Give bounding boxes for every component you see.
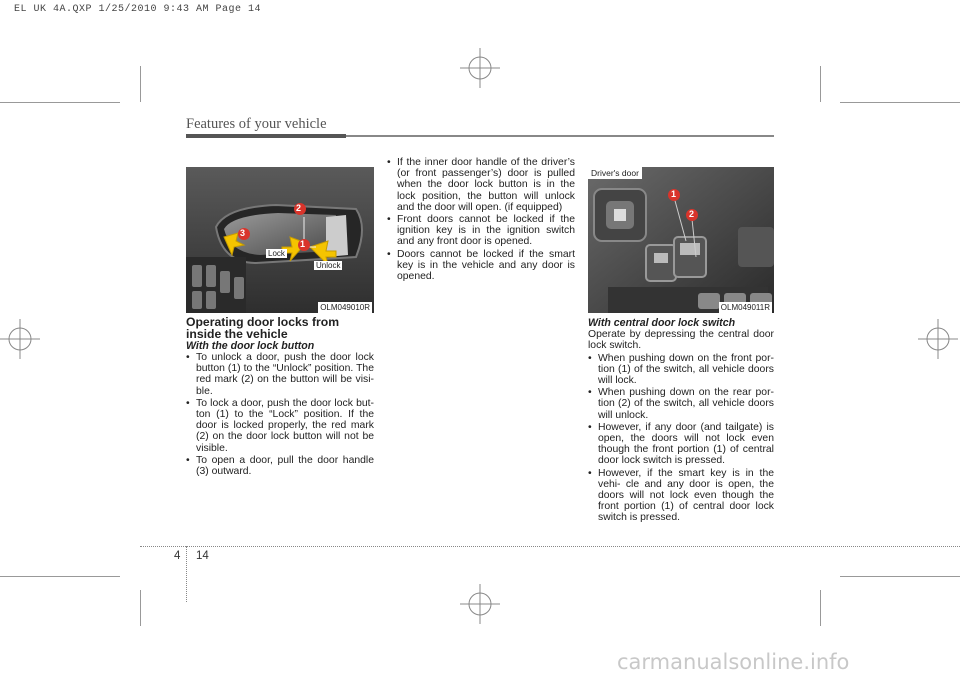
title-rule [346, 135, 774, 137]
door-handle-photo [186, 167, 374, 313]
callout-3: 3 [240, 228, 246, 238]
list-item: • Doors cannot be locked if the smart key is in the vehicle and any door is opened. [387, 249, 575, 283]
crop-mark [820, 66, 821, 102]
crop-mark [140, 590, 141, 626]
list-item: • When pushing down on the front por- tion (1) of the switch, all vehicle doors will lock. [588, 353, 774, 387]
list-item: • Front doors cannot be locked if the ignition key is in the ignition switch and any front door is opened. [387, 214, 575, 248]
list-item: • If the inner door handle of the driver’s (or front passenger’s) door is pulled when the door lock button is in the lock position, the button will unlock and the door will open. (if equipped) [387, 157, 575, 213]
list-item: • To lock a door, push the door lock but- ton (1) to the “Lock” position. If the door is locked properly, the red mark (2) on the door lock button will not be visible. [186, 398, 374, 454]
crop-mark [820, 590, 821, 626]
list-item: • However, if any door (and tailgate) is open, the doors will not lock even though the front portion (1) of central door lock switch is pressed. [588, 422, 774, 467]
footer-rule [140, 546, 960, 547]
column-right [588, 318, 774, 525]
title-rule [186, 134, 346, 138]
callout-1: 1 [300, 239, 306, 249]
column-left [186, 316, 374, 478]
registration-mark-icon [460, 48, 500, 88]
page-number: 14 [196, 550, 209, 562]
intro-paragraph: Operate by depressing the central door lock switch. [588, 329, 774, 352]
subheading: With central door lock switch [588, 317, 736, 329]
callout-2: 2 [296, 203, 302, 213]
print-header: EL UK 4A.QXP 1/25/2010 9:43 AM Page 14 [14, 4, 262, 15]
figure-code: OLM049011R [720, 303, 770, 312]
list-item: • However, if the smart key is in the vehi- cle and any door is open, the doors will not lock even though the front portion (1) of central door lock switch is pressed. [588, 468, 774, 524]
figure-code: OLM049010R [320, 303, 370, 312]
drivers-door-label: Driver's door [588, 167, 642, 179]
callout-2: 2 [689, 209, 695, 219]
lock-label: Lock [268, 249, 285, 258]
column-middle [387, 157, 575, 283]
list-item: • To open a door, pull the door handle (3) outward. [186, 455, 374, 477]
list-item: • When pushing down on the rear por- tion (2) of the switch, all vehicle doors will unlock. [588, 387, 774, 421]
door-switch-photo [588, 167, 774, 313]
bullet-list [387, 157, 575, 282]
crop-mark [840, 102, 960, 103]
footer-rule [186, 546, 187, 602]
list-item: • To unlock a door, push the door lock button (1) to the “Unlock” position. The red mark (2) on the button will be visi- ble. [186, 352, 374, 397]
crop-mark [840, 576, 960, 577]
registration-mark-icon [918, 319, 958, 359]
section-heading: Operating door locks from inside the vehicle [186, 315, 340, 342]
crop-mark [0, 102, 120, 103]
registration-mark-icon [460, 584, 500, 624]
registration-mark-icon [0, 319, 40, 359]
subheading: With the door lock button [186, 339, 315, 352]
unlock-label: Unlock [316, 261, 341, 270]
crop-mark [0, 576, 120, 577]
crop-mark [140, 66, 141, 102]
running-title: Features of your vehicle [186, 116, 327, 132]
callout-1: 1 [671, 189, 677, 199]
callout-overlay [186, 167, 374, 313]
chapter-number: 4 [174, 550, 181, 562]
bullet-list [186, 352, 374, 477]
bullet-list [588, 353, 774, 524]
door-switch-illustration [588, 167, 774, 313]
watermark: carmanualsonline.info [617, 650, 850, 674]
